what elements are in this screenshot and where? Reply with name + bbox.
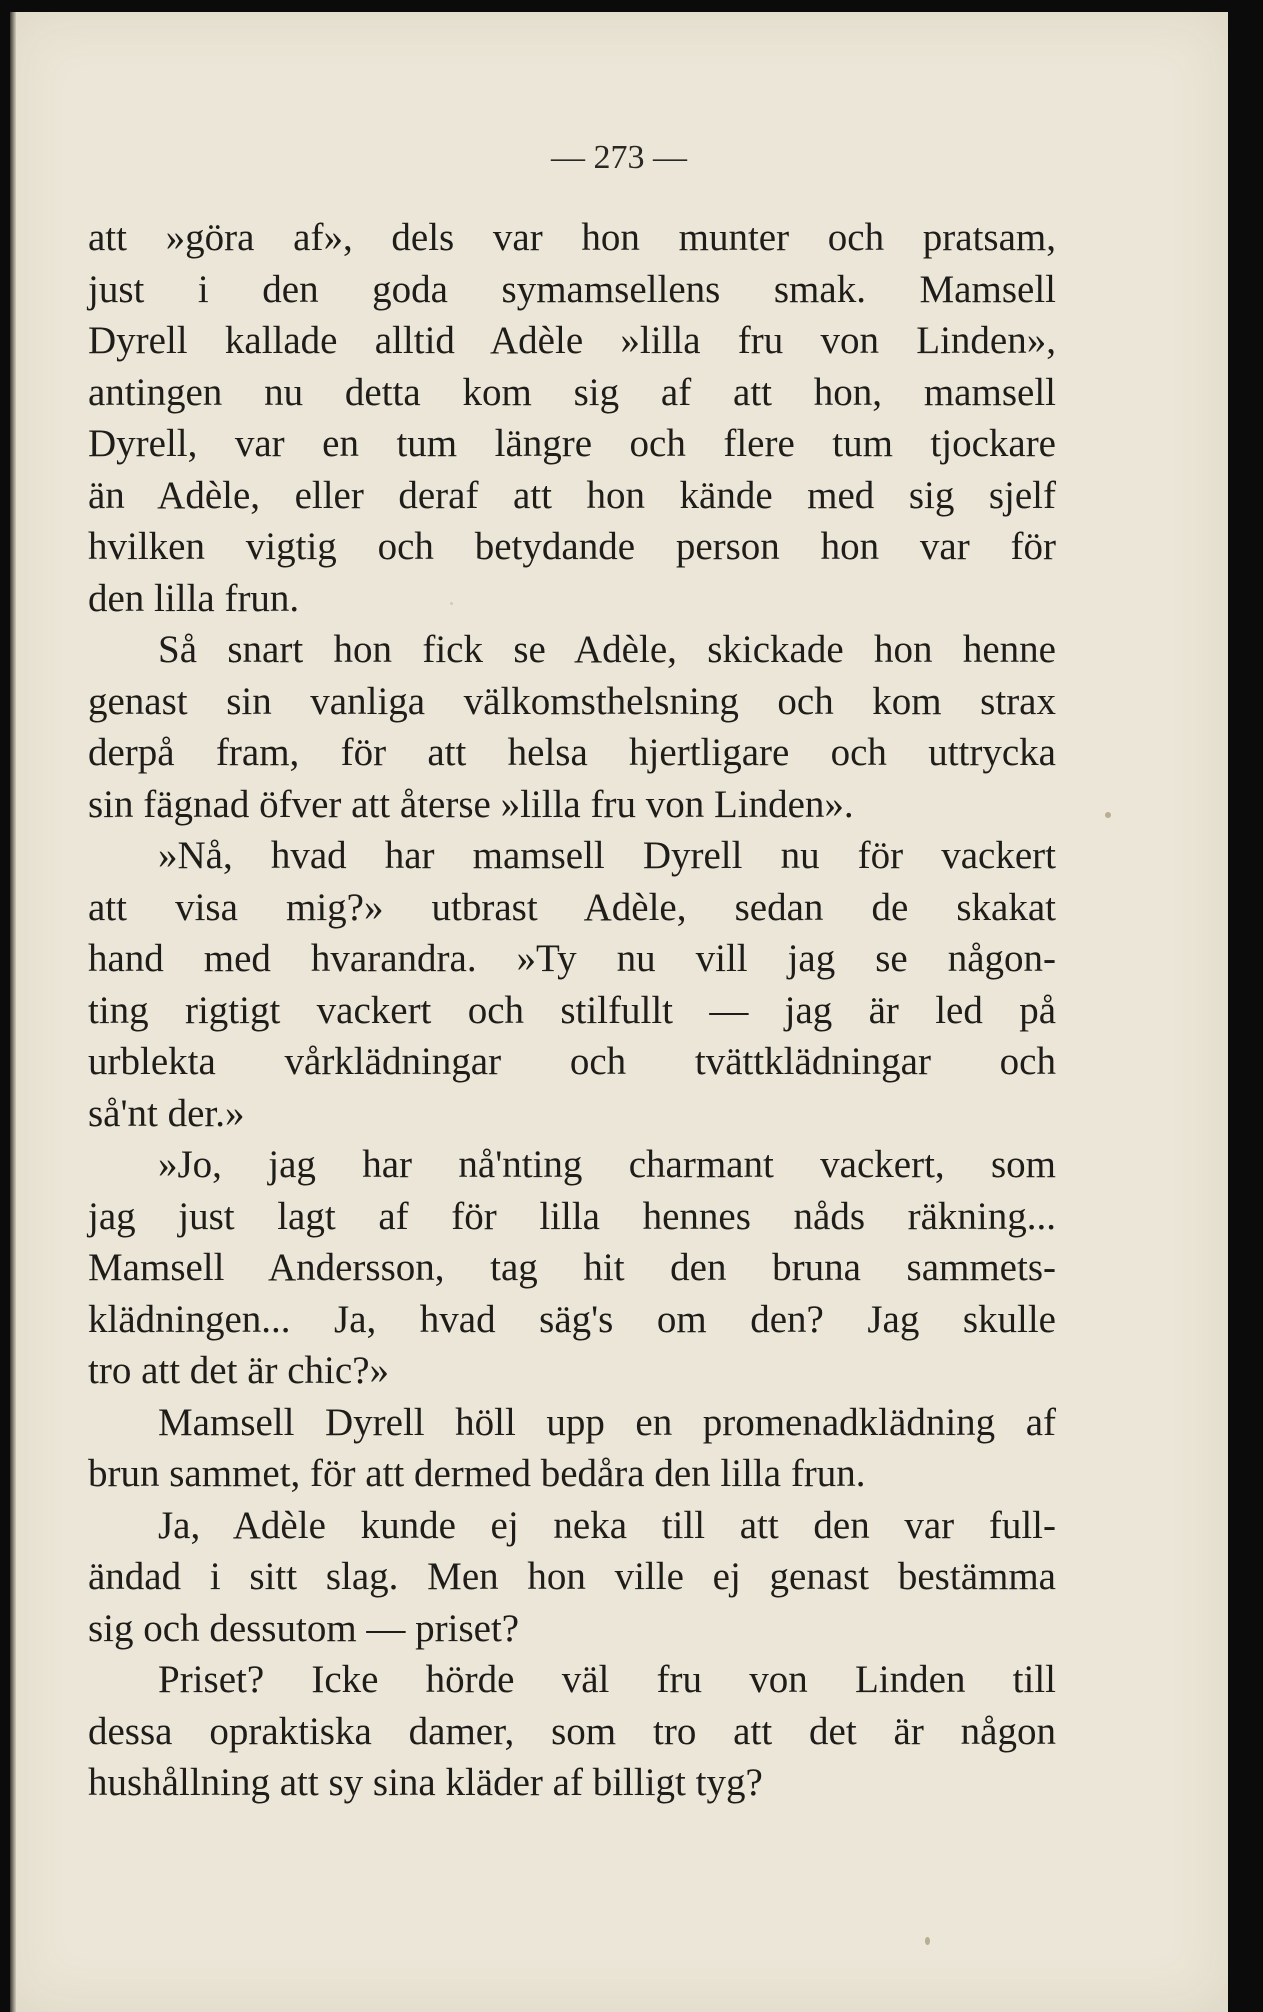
text-line: sin fägnad öfver att återse »lilla fru von Linden». xyxy=(88,782,854,826)
text-line: Priset? Icke hörde väl fru von Linden till xyxy=(158,1658,1056,1701)
text-line: antingen nu detta kom sig af att hon, mamsell xyxy=(88,370,1056,414)
text-line: sig och dessutom — priset? xyxy=(88,1606,520,1650)
text-line: klädningen... Ja, hvad säg's om den? Jag skulle xyxy=(88,1297,1056,1341)
body-text xyxy=(88,212,1056,1809)
text-line: att visa mig?» utbrast Adèle, sedan de skakat xyxy=(88,885,1056,929)
text-line: »Jo, jag har nå'nting charmant vackert, som xyxy=(158,1143,1056,1186)
text-line: hvilken vigtig och betydande person hon var för xyxy=(88,525,1056,568)
text-line: urblekta vårklädningar och tvättklädningar och xyxy=(88,1040,1056,1083)
text-line: hand med hvarandra. »Ty nu vill jag se någon- xyxy=(88,937,1056,980)
text-line: Mamsell Dyrell höll upp en promenadklädning af xyxy=(158,1400,1056,1444)
text-line: brun sammet, för att dermed bedåra den lilla frun. xyxy=(88,1452,866,1495)
text-line: den lilla frun. xyxy=(88,576,300,620)
text-line: »Nå, hvad har mamsell Dyrell nu för vackert xyxy=(158,834,1056,877)
page-number: — 273 — xyxy=(551,139,687,176)
page-sheet xyxy=(10,12,1228,2012)
page-binding-edge xyxy=(10,12,16,2012)
text-line: derpå fram, för att helsa hjertligare och uttrycka xyxy=(88,731,1056,774)
text-line: jag just lagt af för lilla hennes nåds räkning... xyxy=(88,1194,1056,1238)
text-line: ändad i sitt slag. Men hon ville ej genast bestämma xyxy=(88,1555,1056,1598)
text-line: tro att det är chic?» xyxy=(88,1349,390,1392)
paper-speck xyxy=(450,602,453,605)
text-line: just i den goda symamsellens smak. Mamsell xyxy=(88,267,1056,311)
text-line: än Adèle, eller deraf att hon kände med sig sjelf xyxy=(88,473,1056,517)
text-line: Så snart hon fick se Adèle, skickade hon henne xyxy=(158,628,1056,671)
text-line: Dyrell, var en tum längre och flere tum tjockare xyxy=(88,422,1056,465)
text-line: genast sin vanliga välkomsthelsning och kom strax xyxy=(88,679,1056,723)
text-line: Dyrell kallade alltid Adèle »lilla fru von Linden», xyxy=(88,319,1056,362)
text-line: hushållning att sy sina kläder af billigt tyg? xyxy=(88,1761,763,1804)
text-line: Ja, Adèle kunde ej neka till att den var full- xyxy=(158,1503,1056,1547)
paper-speck xyxy=(925,1937,930,1945)
text-line: så'nt der.» xyxy=(88,1091,245,1135)
text-line: ting rigtigt vackert och stilfullt — jag är led på xyxy=(88,988,1056,1032)
text-line: Mamsell Andersson, tag hit den bruna sammets- xyxy=(88,1246,1056,1289)
text-line: dessa opraktiska damer, som tro att det är någon xyxy=(88,1709,1056,1753)
paper-speck xyxy=(1105,812,1111,818)
text-line: att »göra af», dels var hon munter och pratsam, xyxy=(88,216,1056,259)
